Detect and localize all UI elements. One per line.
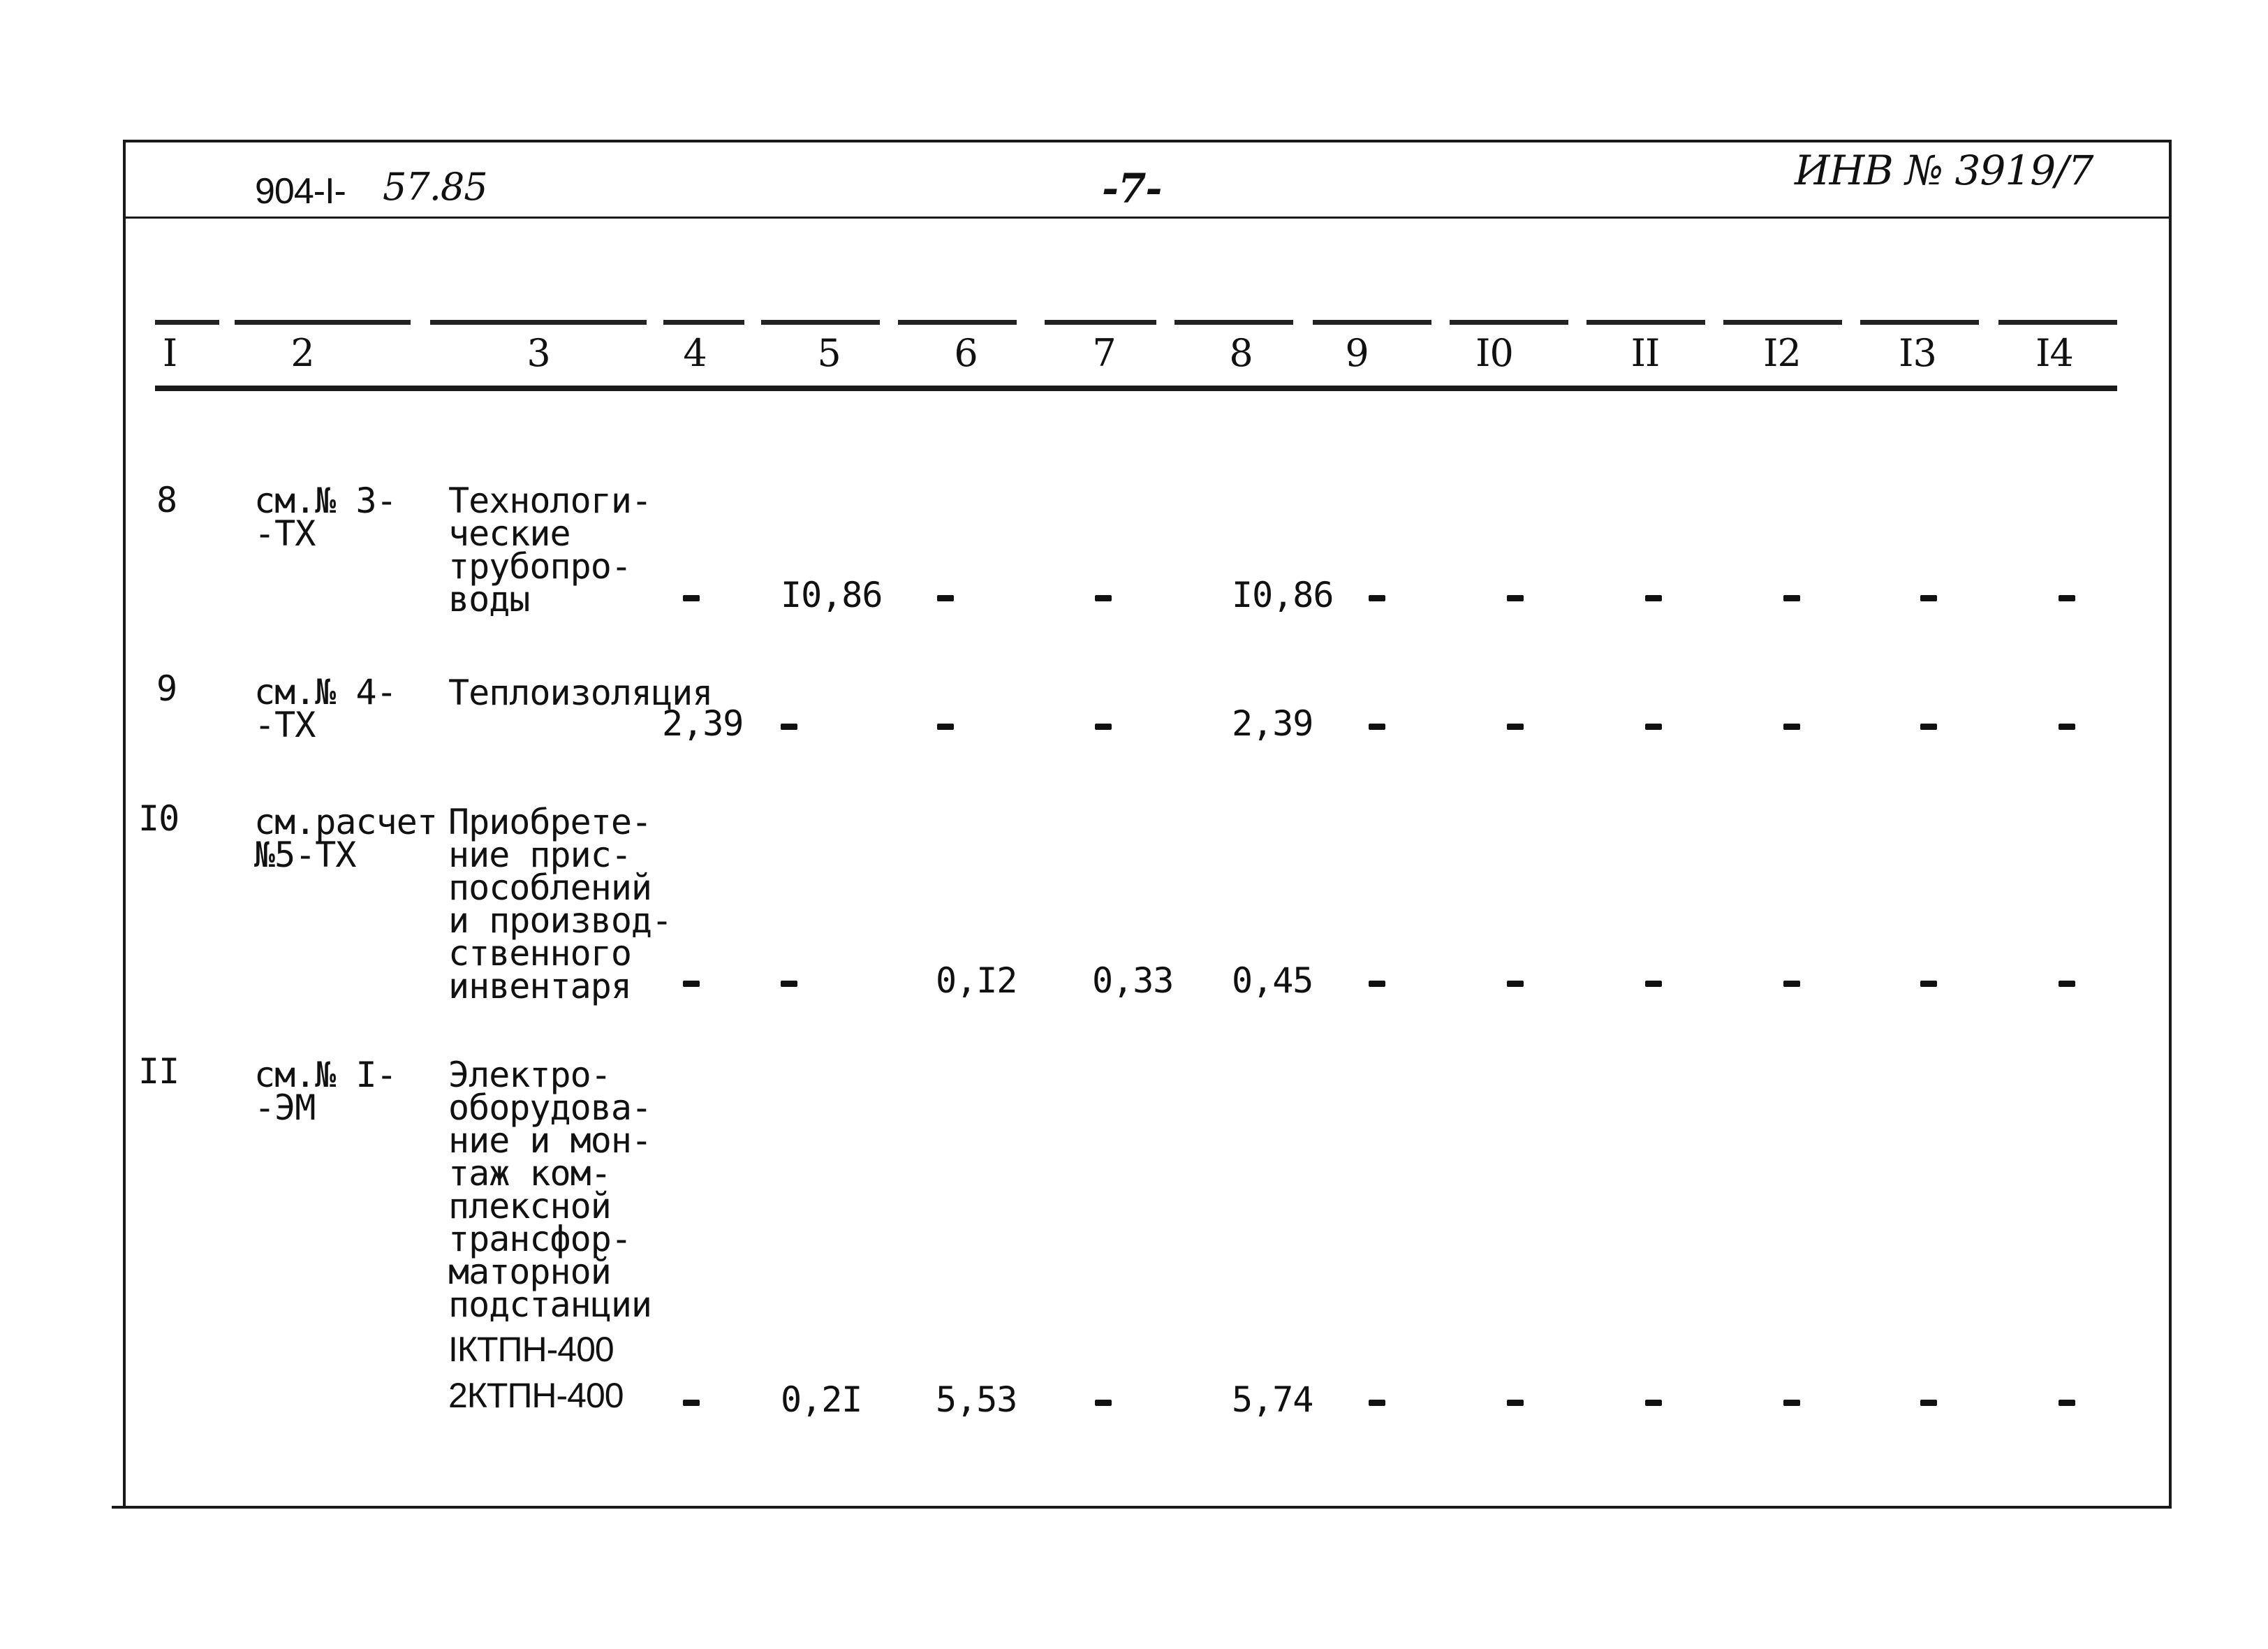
value-dash xyxy=(1095,1400,1112,1406)
value-dash xyxy=(2059,1400,2075,1406)
value-dash xyxy=(2059,724,2075,730)
value-dash xyxy=(1095,724,1112,730)
value-dash xyxy=(1369,981,1385,987)
column-number: 7 xyxy=(1092,331,1116,375)
value-dash xyxy=(1507,595,1524,601)
value-dash xyxy=(937,595,954,601)
row-number: I0 xyxy=(138,798,179,839)
column-top-bar xyxy=(1998,320,2117,325)
value-dash xyxy=(2059,595,2075,601)
value-dash xyxy=(2059,981,2075,987)
row-number: 8 xyxy=(156,480,177,520)
column-number: I xyxy=(162,331,177,375)
value-dash xyxy=(937,724,954,730)
row-name: Технологи- ческие трубопро- воды xyxy=(448,481,652,620)
doc-code: 904-I- xyxy=(255,171,346,212)
row-reference: см.№ 3- -ТХ xyxy=(254,481,397,554)
value-dash xyxy=(1920,981,1937,987)
value-c4: 2,39 xyxy=(662,703,744,744)
value-dash xyxy=(683,981,700,987)
row-name-extra: IКТПН-400 xyxy=(448,1330,614,1369)
value-dash xyxy=(1783,1400,1800,1406)
value-dash xyxy=(683,595,700,601)
column-top-bar xyxy=(1723,320,1842,325)
column-number: I4 xyxy=(2035,331,2073,375)
value-dash xyxy=(1369,1400,1385,1406)
value-c8: 0,45 xyxy=(1232,960,1313,1001)
value-c8: 2,39 xyxy=(1232,703,1313,744)
row-reference: см.№ I- -ЭМ xyxy=(254,1055,397,1128)
column-number: 2 xyxy=(290,331,314,375)
value-dash xyxy=(1095,595,1112,601)
value-c6: 0,I2 xyxy=(936,960,1017,1001)
column-top-bar xyxy=(1586,320,1705,325)
row-name-extra: 2КТПН-400 xyxy=(448,1376,624,1415)
column-number: 6 xyxy=(954,331,978,375)
column-top-bar xyxy=(761,320,880,325)
column-top-bar xyxy=(1313,320,1431,325)
column-number: 8 xyxy=(1229,331,1253,375)
column-number: 4 xyxy=(683,331,707,375)
value-dash xyxy=(1369,724,1385,730)
column-top-bar xyxy=(1450,320,1568,325)
row-name: Теплоизоляция xyxy=(448,673,713,713)
column-number: II xyxy=(1630,331,1660,375)
row-number: II xyxy=(138,1051,179,1092)
value-dash xyxy=(1507,981,1524,987)
column-top-bar xyxy=(1860,320,1979,325)
value-c8: I0,86 xyxy=(1232,575,1334,615)
column-top-bar xyxy=(1174,320,1293,325)
page-number: -7- xyxy=(1102,165,1162,212)
inventory-number: ИНВ № 3919/7 xyxy=(1795,147,2093,194)
value-c6: 5,53 xyxy=(936,1379,1017,1420)
value-dash xyxy=(1645,981,1662,987)
value-dash xyxy=(1920,1400,1937,1406)
column-number: I3 xyxy=(1899,331,1936,375)
column-number: I2 xyxy=(1763,331,1801,375)
value-c7: 0,33 xyxy=(1092,960,1174,1001)
column-number: 5 xyxy=(817,331,841,375)
column-top-bar xyxy=(1045,320,1156,325)
row-reference: см.расчет №5-ТХ xyxy=(254,802,437,875)
value-dash xyxy=(781,724,797,730)
column-top-bar xyxy=(663,320,744,325)
value-c5: 0,2I xyxy=(781,1379,862,1420)
row-reference: см.№ 4- -ТХ xyxy=(254,672,397,745)
header-rule xyxy=(126,217,2172,219)
column-top-bar xyxy=(155,320,219,325)
row-number: 9 xyxy=(156,668,177,709)
column-top-bar xyxy=(898,320,1017,325)
value-dash xyxy=(1783,981,1800,987)
value-dash xyxy=(1783,724,1800,730)
value-dash xyxy=(1507,1400,1524,1406)
value-dash xyxy=(1645,595,1662,601)
row-name: Приобрете- ние прис- пособлений и производ- ственного инвентаря xyxy=(448,802,672,1006)
doc-code-handwritten: 57.85 xyxy=(383,165,487,209)
column-number: 3 xyxy=(526,331,550,375)
value-dash xyxy=(1920,595,1937,601)
value-c8: 5,74 xyxy=(1232,1379,1313,1420)
column-top-bar xyxy=(235,320,411,325)
column-number: 9 xyxy=(1345,331,1369,375)
value-dash xyxy=(1645,724,1662,730)
column-number: I0 xyxy=(1475,331,1513,375)
column-top-bar xyxy=(430,320,647,325)
value-dash xyxy=(1783,595,1800,601)
value-dash xyxy=(1507,724,1524,730)
value-dash xyxy=(1920,724,1937,730)
value-dash xyxy=(1369,595,1385,601)
frame-bottom-line xyxy=(112,1506,2172,1509)
row-name: Электро- оборудова- ние и мон- таж ком- плексной трансфор- маторной подстанции xyxy=(448,1055,652,1325)
frame-right-line xyxy=(2169,140,2172,1509)
column-header-rule xyxy=(155,386,2117,391)
value-dash xyxy=(683,1400,700,1406)
value-c5: I0,86 xyxy=(781,575,883,615)
frame-left-line xyxy=(123,140,126,1509)
value-dash xyxy=(781,981,797,987)
value-dash xyxy=(1645,1400,1662,1406)
frame-top-line xyxy=(126,140,2172,142)
